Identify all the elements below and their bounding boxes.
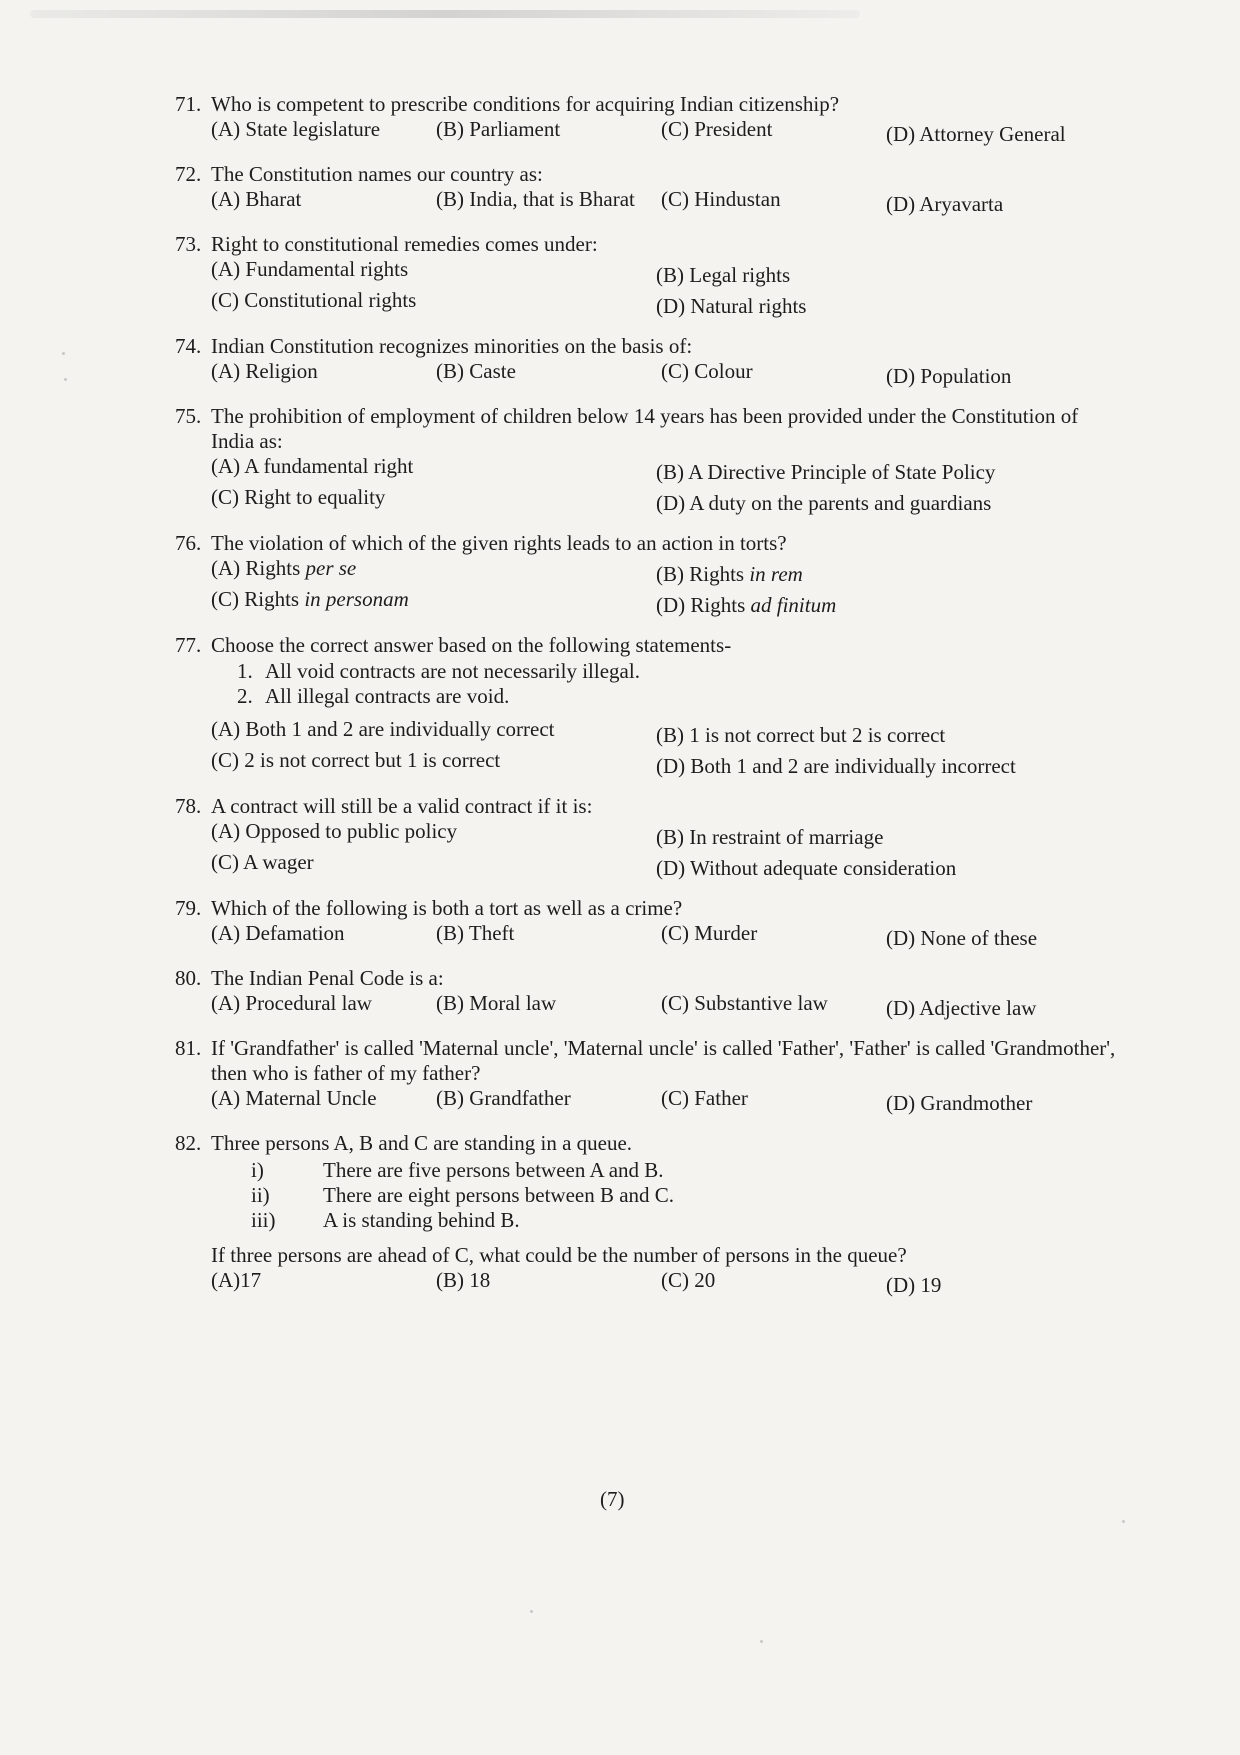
condition-text: There are five persons between A and B.	[323, 1158, 664, 1182]
question-stem: If 'Grandfather' is called 'Maternal uncle', 'Maternal uncle' is called 'Father', 'Father' is called 'Grandmother', then who is father of my father?	[211, 1036, 1116, 1085]
question-74	[175, 334, 1125, 389]
scan-speck	[62, 352, 65, 355]
answer-option: (B) Parliament	[436, 117, 561, 141]
answer-option: (A) Fundamental rights	[211, 257, 409, 281]
answer-option: (A) Defamation	[211, 921, 345, 945]
answer-option: (A) State legislature	[211, 117, 381, 141]
scan-speck	[530, 1610, 533, 1613]
question-page	[175, 92, 1125, 1313]
statement-list	[237, 659, 1125, 709]
answer-option	[211, 587, 656, 618]
answer-options	[211, 117, 1125, 147]
question-stem: Three persons A, B and C are standing in a queue.	[211, 1131, 633, 1155]
condition-number: ii)	[251, 1183, 270, 1207]
answer-option	[656, 587, 1126, 618]
question-number: 77.	[175, 633, 202, 657]
question-number: 79.	[175, 896, 202, 920]
answer-options	[211, 359, 1125, 389]
answer-option: (D) Adjective law	[886, 996, 1037, 1020]
question-text	[175, 633, 1125, 658]
statement-number: 1.	[237, 659, 253, 683]
condition-number: iii)	[251, 1208, 276, 1232]
statement-text: All illegal contracts are void.	[265, 684, 510, 708]
answer-options	[211, 1268, 1125, 1298]
question-number: 75.	[175, 404, 202, 428]
answer-option: (B) Caste	[436, 359, 516, 383]
question-71	[175, 92, 1125, 147]
answer-option: (B) A Directive Principle of State Policy	[656, 460, 996, 484]
scan-speck	[1122, 1520, 1125, 1523]
statement-number: 2.	[237, 684, 253, 708]
option-label: (A) Rights	[211, 556, 306, 580]
answer-option: (A) Both 1 and 2 are individually correct	[211, 717, 555, 741]
answer-option: (D) Aryavarta	[886, 192, 1004, 216]
statement-text: All void contracts are not necessarily illegal.	[265, 659, 640, 683]
answer-option: (D) Population	[886, 364, 1012, 388]
scan-artifact	[30, 10, 860, 18]
answer-option: (D) Attorney General	[886, 122, 1066, 146]
question-80	[175, 966, 1125, 1021]
question-number: 71.	[175, 92, 202, 116]
answer-option: (D) Both 1 and 2 are individually incorrect	[656, 754, 1016, 778]
answer-option: (A) A fundamental right	[211, 454, 414, 478]
answer-option: (C) Murder	[661, 921, 758, 945]
question-text	[175, 334, 1125, 359]
question-stem: Right to constitutional remedies comes under:	[211, 232, 598, 256]
question-number: 80.	[175, 966, 202, 990]
question-stem: The violation of which of the given rights leads to an action in torts?	[211, 531, 787, 555]
question-text	[175, 404, 1125, 454]
question-number: 82.	[175, 1131, 202, 1155]
question-text	[175, 92, 1125, 117]
question-75	[175, 404, 1125, 516]
question-number: 72.	[175, 162, 202, 186]
question-text	[175, 794, 1125, 819]
condition	[251, 1158, 1125, 1183]
question-followup: If three persons are ahead of C, what could be the number of persons in the queue?	[211, 1243, 907, 1267]
question-stem: The prohibition of employment of children below 14 years has been provided under the Constitution of India as:	[211, 404, 1079, 453]
option-label: (C) Rights	[211, 587, 305, 611]
answer-option: (B) 18	[436, 1268, 491, 1292]
question-stem: The Constitution names our country as:	[211, 162, 543, 186]
answer-option: (B) Moral law	[436, 991, 557, 1015]
answer-option: (D) Grandmother	[886, 1091, 1033, 1115]
question-text	[175, 162, 1125, 187]
answer-option: (C) Hindustan	[661, 187, 781, 211]
question-72	[175, 162, 1125, 217]
question-text	[175, 531, 1125, 556]
option-latin-term: per se	[305, 556, 357, 580]
answer-options	[211, 257, 1125, 319]
answer-option: (C) Colour	[661, 359, 753, 383]
question-81	[175, 1036, 1125, 1116]
scan-speck	[64, 378, 67, 381]
question-text	[175, 232, 1125, 257]
condition	[251, 1183, 1125, 1208]
answer-option: (C) 2 is not correct but 1 is correct	[211, 748, 501, 772]
question-stem: Indian Constitution recognizes minorities on the basis of:	[211, 334, 693, 358]
answer-option: (C) President	[661, 117, 773, 141]
answer-option	[656, 556, 1126, 587]
answer-option: (B) 1 is not correct but 2 is correct	[656, 723, 946, 747]
answer-option: (A) Opposed to public policy	[211, 819, 458, 843]
question-number: 73.	[175, 232, 202, 256]
question-stem: Who is competent to prescribe conditions for acquiring Indian citizenship?	[211, 92, 840, 116]
answer-option: (A) Procedural law	[211, 991, 372, 1015]
answer-options	[211, 819, 1125, 881]
answer-option: (D) 19	[886, 1273, 942, 1297]
answer-option: (B) Legal rights	[656, 263, 791, 287]
question-79	[175, 896, 1125, 951]
question-stem: Which of the following is both a tort as well as a crime?	[211, 896, 683, 920]
question-number: 78.	[175, 794, 202, 818]
statement	[237, 684, 1125, 709]
answer-options	[211, 991, 1125, 1021]
question-text	[175, 1036, 1125, 1086]
question-text	[175, 1131, 1125, 1156]
answer-option: (B) India, that is Bharat	[436, 187, 635, 211]
question-73	[175, 232, 1125, 319]
answer-options	[211, 1086, 1125, 1116]
question-stem: The Indian Penal Code is a:	[211, 966, 444, 990]
answer-option: (B) Grandfather	[436, 1086, 571, 1110]
scan-speck	[760, 1640, 763, 1643]
option-label: (D) Rights	[656, 593, 751, 617]
option-latin-term: in rem	[749, 562, 803, 586]
question-82	[175, 1131, 1125, 1298]
answer-option: (B) In restraint of marriage	[656, 825, 884, 849]
answer-option: (C) Substantive law	[661, 991, 828, 1015]
answer-options	[211, 187, 1125, 217]
statement	[237, 659, 1125, 684]
answer-option: (D) None of these	[886, 926, 1038, 950]
condition-list	[251, 1158, 1125, 1233]
answer-option: (C) A wager	[211, 850, 314, 874]
question-text	[175, 966, 1125, 991]
question-text	[175, 896, 1125, 921]
answer-option: (D) Without adequate consideration	[656, 856, 957, 880]
condition-text: There are eight persons between B and C.	[323, 1183, 675, 1207]
condition-text: A is standing behind B.	[323, 1208, 520, 1232]
answer-option: (A)17	[211, 1268, 262, 1292]
option-label: (B) Rights	[656, 562, 750, 586]
answer-options	[211, 921, 1125, 951]
answer-options	[211, 454, 1125, 516]
answer-option	[211, 556, 656, 587]
answer-option: (C) Constitutional rights	[211, 288, 417, 312]
question-stem: Choose the correct answer based on the following statements-	[211, 633, 732, 657]
answer-option: (C) Right to equality	[211, 485, 386, 509]
page-number: (7)	[600, 1487, 625, 1511]
answer-option: (D) A duty on the parents and guardians	[656, 491, 992, 515]
answer-option: (C) Father	[661, 1086, 748, 1110]
answer-option: (A) Religion	[211, 359, 318, 383]
question-77	[175, 633, 1125, 779]
answer-options	[211, 556, 1125, 618]
option-latin-term: ad finitum	[750, 593, 837, 617]
condition-number: i)	[251, 1158, 264, 1182]
question-number: 76.	[175, 531, 202, 555]
condition	[251, 1208, 1125, 1233]
question-stem: A contract will still be a valid contract if it is:	[211, 794, 593, 818]
question-78	[175, 794, 1125, 881]
answer-option: (A) Maternal Uncle	[211, 1086, 377, 1110]
answer-options	[211, 717, 1125, 779]
answer-option: (A) Bharat	[211, 187, 302, 211]
question-number: 81.	[175, 1036, 202, 1060]
answer-option: (C) 20	[661, 1268, 716, 1292]
question-76	[175, 531, 1125, 618]
option-latin-term: in personam	[304, 587, 409, 611]
question-number: 74.	[175, 334, 202, 358]
answer-option: (B) Theft	[436, 921, 515, 945]
answer-option: (D) Natural rights	[656, 294, 807, 318]
